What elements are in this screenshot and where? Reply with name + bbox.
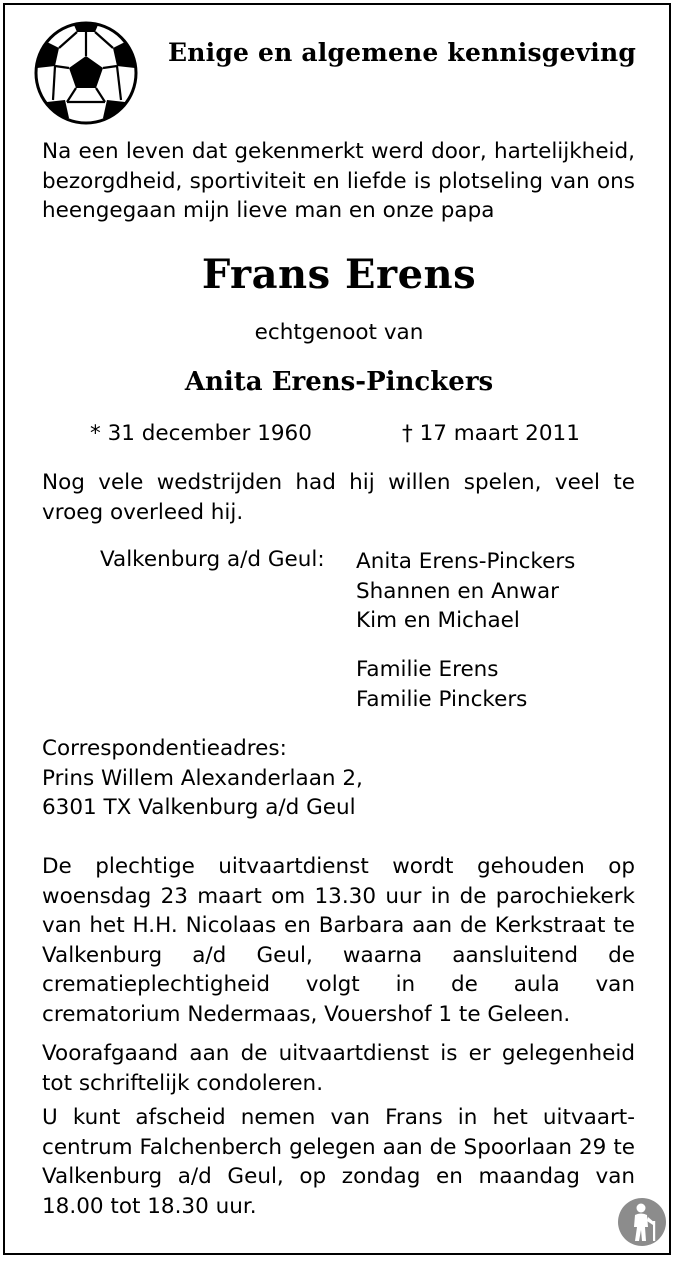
farewell-paragraph: U kunt afscheid nemen van Frans in het uitvaart-centrum Falchenberch gelegen aan de Spoorlaan 29 te Valkenburg a/d Geul, op zondag en maandag van 18.00 tot 18.30 uur.: [42, 1105, 635, 1219]
family-member: Anita Erens-Pinckers: [356, 549, 576, 574]
correspondence-address: [42, 734, 363, 823]
soccer-ball-icon: [33, 20, 139, 126]
correspondence-city: 6301 TX Valkenburg a/d Geul: [42, 795, 356, 820]
family-members: [356, 547, 575, 636]
service-paragraph: De plechtige uitvaartdienst wordt gehouden op woensdag 23 maart om 13.30 uur in de parochiekerk van het H.H. Nicolaas en Barbara aan de Kerkstraat te Valkenburg a/d Geul, waarna aansluitend de crematieplechtigheid volgt in de aula van crematorium Nedermaas, Vouershof 1 te Geleen.: [42, 854, 635, 1027]
family-name: Familie Erens: [356, 657, 499, 682]
family-member: Kim en Michael: [356, 608, 520, 633]
birth-date: * 31 december 1960: [90, 421, 312, 446]
family-place: Valkenburg a/d Geul:: [100, 547, 325, 572]
deceased-name: Frans Erens: [201, 251, 477, 298]
person-logo-icon: [617, 1197, 667, 1247]
family-member: Shannen en Anwar: [356, 578, 560, 604]
correspondence-label: Correspondentieadres:: [42, 736, 287, 761]
spouse-label: echtgenoot van: [254, 320, 424, 345]
games-paragraph: Nog vele wedstrijden had hij willen spelen, veel te vroeg overleed hij.: [42, 470, 635, 525]
notice-heading: Enige en algemene kennisgeving: [168, 38, 637, 67]
correspondence-street: Prins Willem Alexanderlaan 2,: [42, 765, 363, 791]
family-name: Familie Pinckers: [356, 686, 528, 712]
spouse-name: Anita Erens-Pinckers: [184, 367, 494, 397]
death-date: † 17 maart 2011: [402, 421, 580, 446]
extended-families: [356, 655, 527, 714]
condolence-paragraph: Voorafgaand aan de uitvaartdienst is er gelegenheid tot schriftelijk condoleren.: [42, 1041, 635, 1096]
intro-paragraph: Na een leven dat gekenmerkt werd door, hartelijkheid, bezorgdheid, sportiviteit en liefde is plotseling van ons heengegaan mijn lieve man en onze papa: [42, 139, 635, 223]
